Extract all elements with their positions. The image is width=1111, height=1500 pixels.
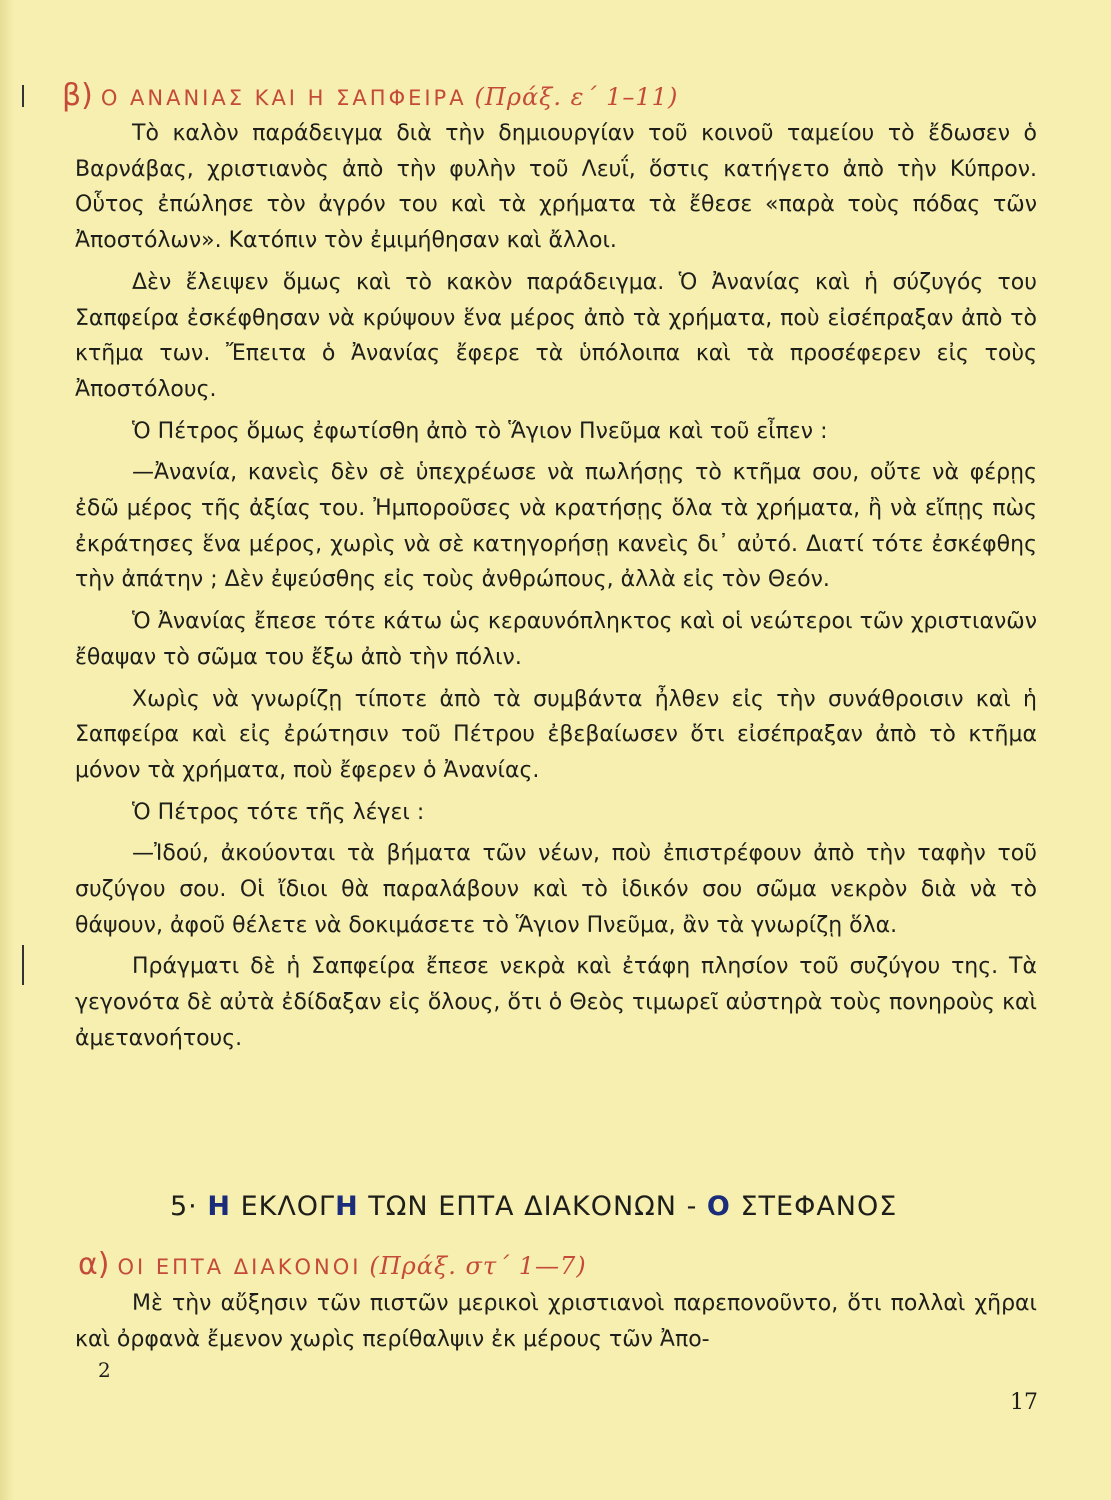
margin-mark: [22, 85, 24, 107]
paragraph: Μὲ τὴν αὔξησιν τῶν πιστῶν μερικοὶ χριστιανοὶ παρεπονοῦντο, ὅτι πολλαὶ χῆραι καὶ ὀρφανὰ ἔμενον χωρὶς περίθαλψιν ἐκ μέρους τῶν Ἀπο-: [75, 1291, 1037, 1352]
heading-marker: α): [78, 1247, 110, 1282]
section-title-part: ΤΩΝ ΕΠΤΑ ΔΙΑΚΟΝΩΝ -: [368, 1191, 698, 1222]
heading-title: ΟΙ ΕΠΤΑ ΔΙΑΚΟΝΟΙ: [117, 1255, 362, 1279]
heading-marker: β): [62, 78, 93, 113]
page-number: 17: [1010, 1390, 1038, 1415]
section-title-part: ΕΚΛΟΓ: [240, 1191, 336, 1222]
section-initial: Η: [207, 1191, 231, 1222]
section-title-part: ΣΤΕΦΑΝΟΣ: [740, 1191, 898, 1222]
paragraph: Πράγματι δὲ ἡ Σαπφείρα ἔπεσε νεκρὰ καὶ ἐτάφη πλησίον τοῦ συζύγου της. Τὰ γεγονότα δὲ αὐτὰ ἐδίδαξαν εἰς ὅλους, ὅτι ὁ Θεὸς τιμωρεῖ αὐστηρὰ τοὺς πονηροὺς καὶ ἀμετανοήτους.: [75, 954, 1037, 1051]
section-initial: Η: [335, 1191, 359, 1222]
paragraph: Ὁ Ἀνανίας ἔπεσε τότε κάτω ὡς κεραυνόπληκτος καὶ οἱ νεώτεροι τῶν χριστιανῶν ἔθαψαν τὸ σῶμα του ἔξω ἀπὸ τὴν πόλιν.: [75, 609, 1037, 670]
paragraph: Ὁ Πέτρος ὅμως ἐφωτίσθη ἀπὸ τὸ Ἅγιον Πνεῦμα καὶ τοῦ εἶπεν :: [132, 418, 828, 444]
scripture-reference: (Πράξ. ε΄ 1–11): [474, 83, 679, 111]
body-text-alpha: [75, 1286, 1037, 1357]
paragraph: Ὁ Πέτρος τότε τῆς λέγει :: [132, 799, 425, 825]
body-text-beta: [75, 116, 1037, 1057]
section-number: 5·: [170, 1191, 198, 1222]
paragraph: —Ἰδού, ἀκούονται τὰ βήματα τῶν νέων, ποὺ ἐπιστρέφουν ἀπὸ τὴν ταφὴν τοῦ συζύγου σου. Οἱ ἴδιοι θὰ παραλάβουν καὶ τὸ ἰδικόν σου σῶμα νεκρὸν διὰ νὰ τὸ θάψουν, ἀφοῦ θέλετε νὰ δοκιμάσετε τὸ Ἅγιον Πνεῦμα, ἂν τὰ γνωρίζῃ ὅλα.: [75, 841, 1037, 938]
margin-mark: [22, 945, 24, 985]
subsection-heading-alpha: [78, 1247, 1078, 1282]
paragraph: Τὸ καλὸν παράδειγμα διὰ τὴν δημιουργίαν τοῦ κοινοῦ ταμείου τὸ ἔδωσεν ὁ Βαρνάβας, χριστιανὸς ἀπὸ τὴν φυλὴν τοῦ Λευΐ, ὅστις κατήγετο ἀπὸ τὴν Κύπρον. Οὗτος ἐπώλησε τὸν ἀγρόν του καὶ τὰ χρήματα τὰ ἔθεσε «παρὰ τοὺς πόδας τῶν Ἀποστόλων». Κατόπιν τὸν ἐμιμήθησαν καὶ ἄλλοι.: [75, 121, 1037, 254]
section-title: [170, 1191, 1030, 1222]
heading-title: Ο ΑΝΑΝΙΑΣ ΚΑΙ Η ΣΑΠΦΕΙΡΑ: [100, 86, 467, 110]
scripture-reference: (Πράξ. στ΄ 1—7): [369, 1252, 587, 1280]
subsection-heading-beta: [62, 78, 1062, 113]
signature-mark: 2: [98, 1358, 111, 1382]
paragraph: —Ἀνανία, κανεὶς δὲν σὲ ὑπεχρέωσε νὰ πωλήσῃς τὸ κτῆμα σου, οὔτε νὰ φέρῃς ἐδῶ μέρος τῆς ἀξίας του. Ἠμποροῦσες νὰ κρατήσῃς ὅλα τὰ χρήματα, ἢ νὰ εἴπῃς πὼς ἐκράτησες ἕνα μέρος, χωρὶς νὰ σὲ κατηγορήσῃ κανεὶς δι᾽ αὐτό. Διατί τότε ἐσκέφθης τὴν ἀπάτην ; Δὲν ἐψεύσθης εἰς τοὺς ἀνθρώπους, ἀλλὰ εἰς τὸν Θεόν.: [75, 460, 1037, 593]
section-initial: Ο: [706, 1191, 731, 1222]
page-binding-edge: [0, 0, 14, 1500]
paragraph: Χωρὶς νὰ γνωρίζῃ τίποτε ἀπὸ τὰ συμβάντα ἦλθεν εἰς τὴν συνάθροισιν καὶ ἡ Σαπφείρα καὶ εἰς ἐρώτησιν τοῦ Πέτρου ἐβεβαίωσεν ὅτι εἰσέπραξαν ἀπὸ τὸ κτῆμα μόνον τὰ χρήματα, ποὺ ἔφερεν ὁ Ἀνανίας.: [75, 686, 1037, 783]
paragraph: Δὲν ἔλειψεν ὅμως καὶ τὸ κακὸν παράδειγμα. Ὁ Ἀνανίας καὶ ἡ σύζυγός του Σαπφείρα ἐσκέφθησαν νὰ κρύψουν ἕνα μέρος ἀπὸ τὰ χρήματα, ποὺ εἰσέπραξαν ἀπὸ τὸ κτῆμα των. Ἔπειτα ὁ Ἀνανίας ἔφερε τὰ ὑπόλοιπα καὶ τὰ προσέφερεν εἰς τοὺς Ἀποστόλους.: [75, 269, 1037, 402]
